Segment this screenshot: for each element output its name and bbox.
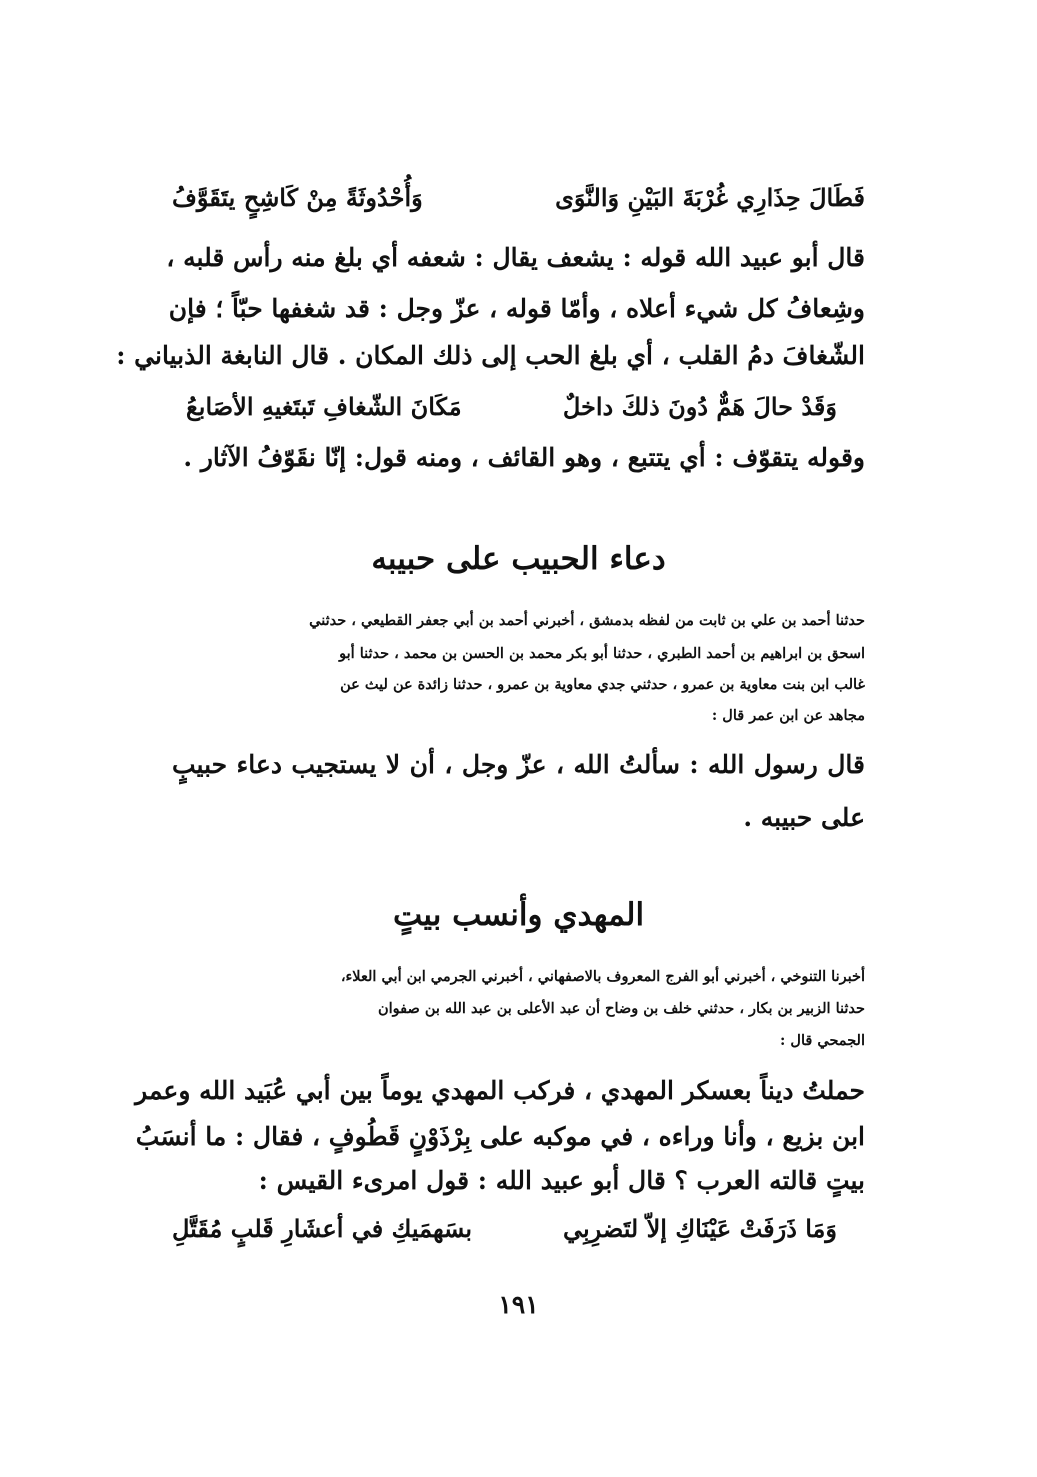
page-number: ١٩١	[498, 1290, 539, 1319]
isnad-line: اسحق بن ابراهيم بن أحمد الطبري ، حدثنا أبو بكر محمد بن الحسن بن محمد ، حدثنا أبو	[339, 645, 865, 662]
isnad-line: حدثنا الزبير بن بكار ، حدثني خلف بن وضاح أن عبد الأعلى بن عبد الله بن صفوان	[377, 1000, 865, 1017]
verse-3-first-hemistich: وَمَا ذَرَفَتْ عَيْنَاكِ إلاّ لتَضرِبِي	[562, 1214, 837, 1243]
paragraph-line: وقوله يتقوّف : أي يتتبع ، وهو القائف ، ومنه قول: إنّا نقَوّفُ الآثار .	[183, 443, 865, 472]
verse-2-second-hemistich: مَكَانَ الشّغافِ تَبتَغيهِ الأصَابعُ	[186, 392, 462, 421]
section-title: المهدي وأنسب بيتٍ	[392, 897, 645, 933]
paragraph-line: بيتٍ قالته العرب ؟ قال أبو عبيد الله : قول امرىء القيس :	[258, 1166, 865, 1195]
paragraph-line: قال رسول الله : سألتُ الله ، عزّ وجل ، أن لا يستجيب دعاء حبيبٍ	[172, 750, 865, 779]
verse-1-second-hemistich: وَأُحْدُوثَةً مِنْ كَاشِحٍ يتَقَوَّفُ	[172, 183, 423, 212]
section-title: دعاء الحبيب على حبيبه	[371, 541, 666, 577]
isnad-line: الجمحي قال :	[780, 1032, 865, 1049]
verse-2-first-hemistich: وَقَدْ حالَ هَمٌّ دُونَ ذلكَ داخلٌ	[562, 392, 837, 421]
paragraph-line: ابن بزيع ، وأنا وراءه ، في موكبه على بِرْذَوْنٍ قَطُوفٍ ، فقال : ما أنسَبُ	[135, 1122, 865, 1151]
isnad-line: حدثنا أحمد بن علي بن ثابت من لفظه بدمشق ، أخبرني أحمد بن أبي جعفر القطيعي ، حدثني	[309, 612, 865, 629]
isnad-line: غالب ابن بنت معاوية بن عمرو ، حدثني جدي معاوية بن عمرو ، حدثنا زائدة عن ليث عن	[340, 676, 865, 693]
isnad-line: مجاهد عن ابن عمر قال :	[711, 707, 865, 724]
paragraph-line: الشّغافَ دمُ القلب ، أي بلغ الحب إلى ذلك المكان . قال النابغة الذبياني :	[116, 341, 865, 370]
paragraph-line: وشِعافُ كل شيء أعلاه ، وأمّا قوله ، عزّ وجل : قد شغفها حبّاً ؛ فإن	[168, 294, 865, 323]
isnad-line: أخبرنا التنوخي ، أخبرني أبو الفرج المعروف بالاصفهاني ، أخبرني الجرمي ابن أبي العلاء،	[340, 968, 865, 985]
paragraph-line: قال أبو عبيد الله قوله : يشعف يقال : شعفه أي بلغ منه رأس قلبه ،	[166, 243, 865, 272]
verse-3-second-hemistich: بسَهمَيكِ في أعشَارِ قَلبٍ مُقَتَّلِ	[172, 1214, 473, 1243]
paragraph-line: على حبيبه .	[743, 803, 865, 832]
verse-1-first-hemistich: فَطَالَ حِذَارِي غُرْبَةَ البَيْنِ وَالنَّوَى	[555, 183, 865, 212]
paragraph-line: حملتُ ديناً بعسكر المهدي ، فركب المهدي يوماً بين أبي عُبَيد الله وعمر	[135, 1076, 865, 1105]
